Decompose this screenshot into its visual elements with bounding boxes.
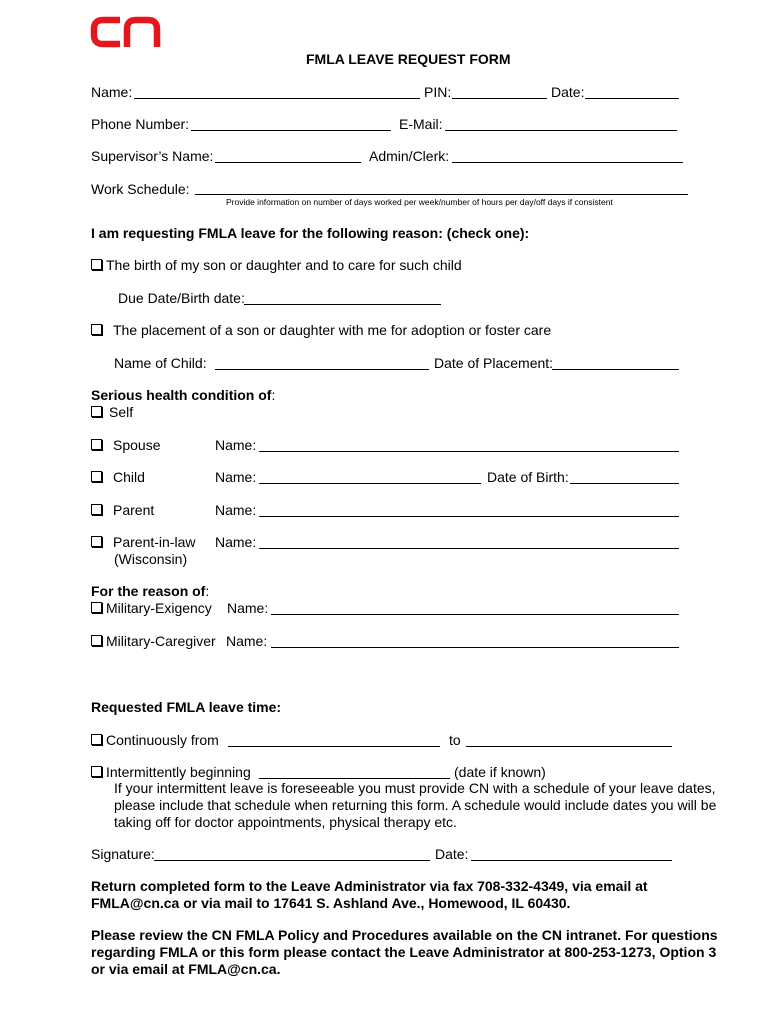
parent-in-law-name-label: Name:: [215, 534, 257, 550]
self-label: Self: [109, 404, 134, 420]
spouse-name-field[interactable]: [259, 451, 679, 452]
date-of-birth-label: Date of Birth:: [487, 469, 569, 485]
spouse-label: Spouse: [113, 437, 161, 453]
child-name-field[interactable]: [215, 369, 429, 370]
review-instructions: Please review the CN FMLA Policy and Procedures available on the CN intranet. For questions regarding FMLA or this form please contact the Leave Administrator at 800-253-1273, Option 3 or via email at FMLA@cn.ca.: [91, 927, 718, 977]
intermittently-option[interactable]: [91, 764, 251, 780]
child-label: Child: [113, 469, 145, 485]
work-schedule-label: Work Schedule:: [91, 181, 190, 197]
intermittent-note-1: If your intermittent leave is foreseeable you must provide CN with a schedule of your leave dates,: [114, 780, 716, 796]
parent-option[interactable]: [91, 502, 154, 518]
continuously-checkbox[interactable]: [91, 734, 102, 745]
child-health-name-label: Name:: [215, 469, 257, 485]
email-label: E-Mail:: [399, 116, 443, 132]
military-exigency-name-label: Name:: [227, 600, 269, 616]
pin-label: PIN:: [424, 84, 452, 100]
cn-logo: [90, 16, 164, 51]
military-caregiver-label: Military-Caregiver: [106, 633, 216, 649]
reason-heading: I am requesting FMLA leave for the following reason: (check one):: [91, 225, 530, 241]
supervisor-label: Supervisor’s Name:: [91, 148, 214, 164]
placement-checkbox[interactable]: [91, 324, 102, 335]
spouse-checkbox[interactable]: [91, 439, 102, 450]
spouse-name-label: Name:: [215, 437, 257, 453]
leave-time-heading: Requested FMLA leave time:: [91, 699, 282, 715]
work-schedule-note: Provide information on number of days worked per week/number of hours per day/off days if consistent: [226, 197, 613, 207]
spouse-option[interactable]: [91, 437, 160, 453]
parent-label: Parent: [113, 502, 155, 518]
continuously-label: Continuously from: [106, 732, 219, 748]
pin-field[interactable]: [452, 98, 547, 99]
intermittent-note-2: please include that schedule when returning this form. A schedule would include dates you will be: [114, 797, 717, 813]
name-field[interactable]: [134, 98, 420, 99]
parent-name-field[interactable]: [259, 516, 679, 517]
military-caregiver-option[interactable]: [91, 633, 216, 649]
continuously-to-field[interactable]: [466, 746, 672, 747]
cn-logo-icon: [90, 16, 164, 48]
military-caregiver-name-label: Name:: [226, 633, 268, 649]
date-label: Date:: [551, 84, 585, 100]
date-of-birth-field[interactable]: [570, 483, 679, 484]
reason-of-heading: For the reason of:: [91, 583, 210, 599]
date-field[interactable]: [585, 98, 679, 99]
health-heading: Serious health condition of:: [91, 387, 276, 403]
birth-option[interactable]: [91, 257, 462, 273]
military-exigency-checkbox[interactable]: [91, 602, 102, 613]
intermittently-checkbox[interactable]: [91, 766, 102, 777]
birth-label: The birth of my son or daughter and to care for such child: [106, 257, 462, 273]
to-label: to: [449, 732, 461, 748]
military-caregiver-name-field[interactable]: [271, 647, 679, 648]
signature-field[interactable]: [154, 860, 430, 861]
child-checkbox[interactable]: [91, 471, 102, 482]
birth-checkbox[interactable]: [91, 259, 102, 270]
military-exigency-name-field[interactable]: [271, 614, 679, 615]
admin-label: Admin/Clerk:: [369, 148, 450, 164]
if-known-label: (date if known): [454, 764, 546, 780]
parent-checkbox[interactable]: [91, 504, 102, 515]
wisconsin-label: (Wisconsin): [114, 551, 188, 567]
child-name-label: Name of Child:: [114, 355, 207, 371]
signature-date-field[interactable]: [471, 860, 672, 861]
child-option[interactable]: [91, 469, 145, 485]
name-label: Name:: [91, 84, 133, 100]
due-date-label: Due Date/Birth date:: [118, 290, 245, 306]
intermittently-field[interactable]: [259, 778, 450, 779]
military-caregiver-checkbox[interactable]: [91, 635, 102, 646]
military-exigency-label: Military-Exigency: [106, 600, 212, 616]
form-title: FMLA LEAVE REQUEST FORM: [306, 51, 511, 67]
parent-in-law-option[interactable]: [91, 534, 195, 550]
admin-field[interactable]: [452, 162, 683, 163]
placement-label: The placement of a son or daughter with me for adoption or foster care: [113, 322, 552, 338]
parent-in-law-name-field[interactable]: [259, 548, 679, 549]
phone-label: Phone Number:: [91, 116, 190, 132]
continuously-from-field[interactable]: [228, 746, 440, 747]
child-health-name-field[interactable]: [259, 483, 481, 484]
placement-option[interactable]: [91, 322, 551, 338]
signature-label: Signature:: [91, 846, 155, 862]
self-option[interactable]: [91, 404, 133, 420]
intermittent-note-3: taking off for doctor appointments, physical therapy etc.: [114, 814, 457, 830]
parent-in-law-checkbox[interactable]: [91, 536, 102, 547]
intermittently-label: Intermittently beginning: [106, 764, 251, 780]
signature-date-label: Date:: [435, 846, 469, 862]
military-exigency-option[interactable]: [91, 600, 212, 616]
parent-in-law-label: Parent-in-law: [113, 534, 196, 550]
phone-field[interactable]: [191, 130, 391, 131]
due-date-field[interactable]: [244, 304, 441, 305]
self-checkbox[interactable]: [91, 406, 102, 417]
supervisor-field[interactable]: [215, 162, 361, 163]
email-field[interactable]: [445, 130, 677, 131]
parent-name-label: Name:: [215, 502, 257, 518]
date-of-placement-label: Date of Placement:: [434, 355, 554, 371]
work-schedule-field[interactable]: [195, 194, 688, 195]
return-instructions: Return completed form to the Leave Administrator via fax 708-332-4349, via email at FMLA@cn.ca or via mail to 17641 S. Ashland Ave., Homewood, IL 60430.: [91, 878, 648, 911]
date-of-placement-field[interactable]: [552, 369, 679, 370]
continuously-option[interactable]: [91, 732, 219, 748]
